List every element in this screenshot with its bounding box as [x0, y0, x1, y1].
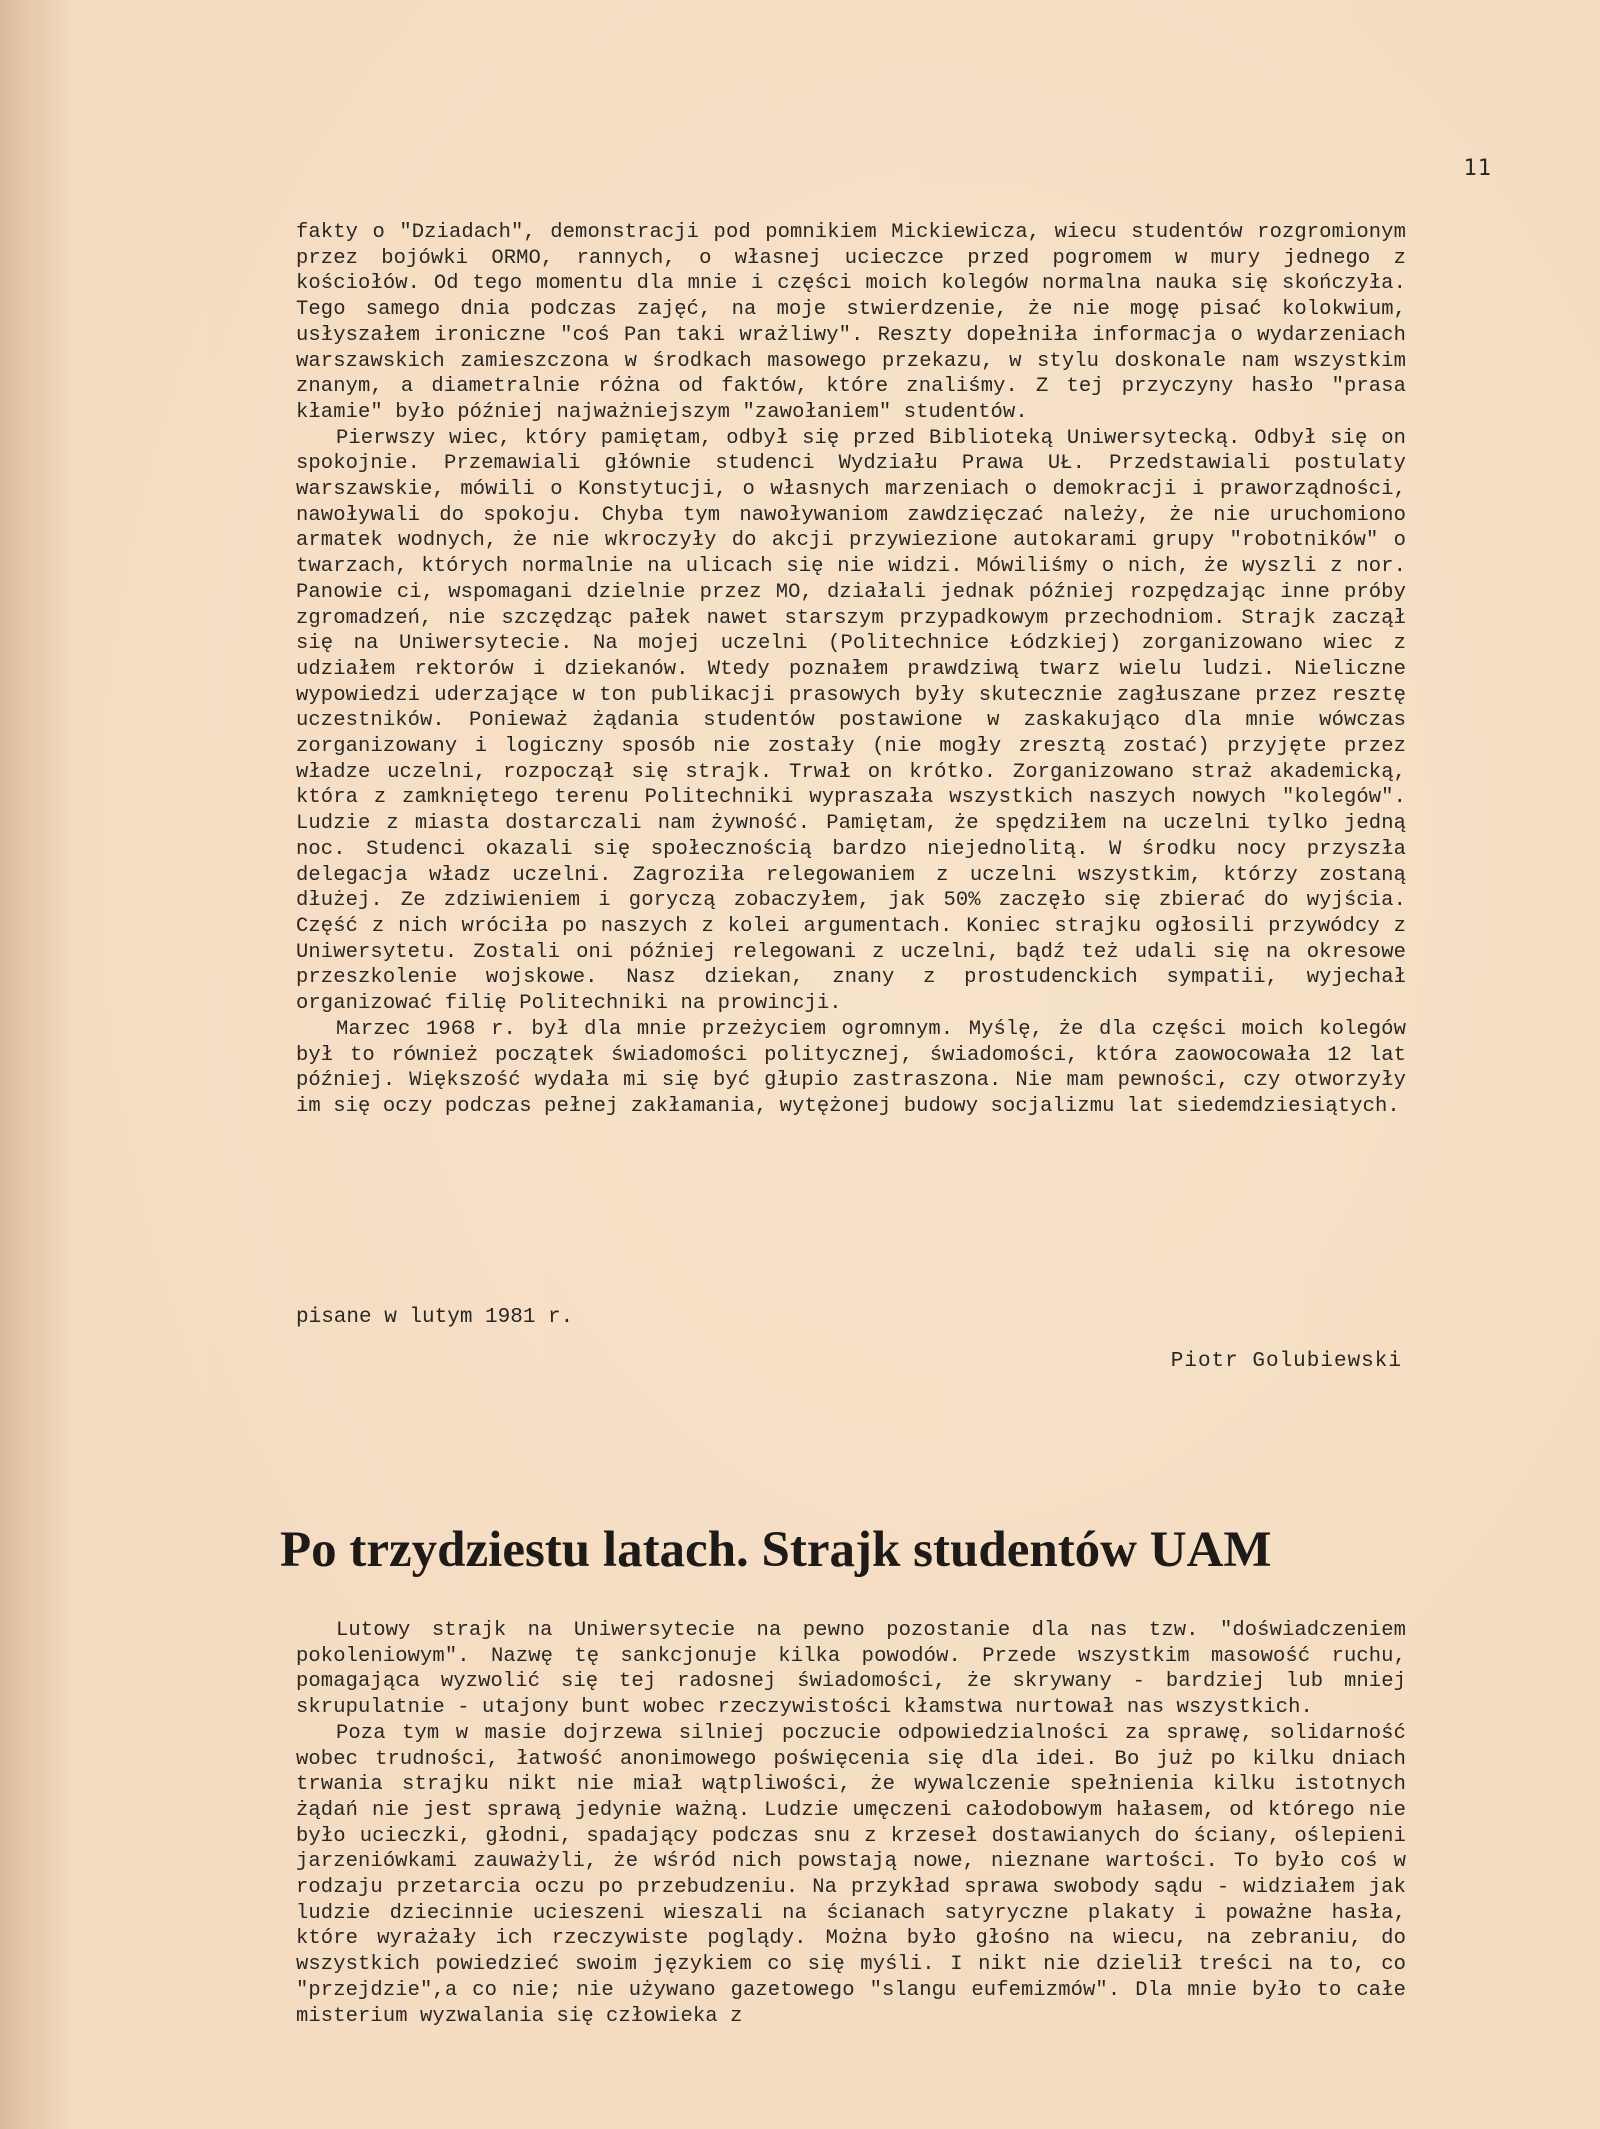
article-text [296, 1618, 1406, 2029]
page-number: 11 [1463, 156, 1492, 181]
article-heading: Po trzydziestu latach. Strajk studentów UAM [280, 1522, 1272, 1578]
paragraph: Lutowy strajk na Uniwersytecie na pewno pozostanie dla nas tzw. "doświadczeniem pokoleniowym". Nazwę tę sankcjonuje kilka powodów. Przede wszystkim masowość ruchu, pomagająca wyzwolić się tej radosnej świadomości, że skrywany - bardziej lub mniej skrupulatnie - utajony bunt wobec rzeczywistości kłamstwa nurtował nas wszystkich. [296, 1619, 1406, 1720]
paragraph: fakty o "Dziadach", demonstracji pod pomnikiem Mickiewicza, wiecu studentów rozgromionym przez bojówki ORMO, rannych, o własnej ucieczce przed pogromem w mury jednego z kościołów. Od tego momentu dla mnie i części moich kolegów normalna nauka się skończyła. Tego samego dnia podczas zajęć, na moje stwierdzenie, że nie mogę pisać kolokwium, usłyszałem ironiczne "coś Pan taki wrażliwy". Reszty dopełniła informacja o wydarzeniach warszawskich zamieszczona w środkach masowego przekazu, w stylu doskonale nam wszystkim znanym, a diametralnie różna od faktów, które znaliśmy. Z tej przyczyny hasło "prasa kłamie" było później najważniejszym "zawołaniem" studentów. [296, 221, 1406, 424]
author-signature: Piotr Golubiewski [1170, 1350, 1402, 1373]
date-signoff: pisane w lutym 1981 r. [296, 1306, 574, 1329]
memoir-text [296, 220, 1406, 1120]
binding-gutter-shadow [0, 0, 75, 2129]
paragraph: Poza tym w masie dojrzewa silniej poczucie odpowiedzialności za sprawę, solidarność wobec trudności, łatwość anonimowego poświęcenia się dla idei. Bo już po kilku dniach trwania strajku nikt nie miał wątpliwości, że wywalczenie spełnienia kilku istotnych żądań nie jest sprawą jedynie ważną. Ludzie umęczeni całodobowym hałasem, od którego nie było ucieczki, głodni, spadający podczas snu z krzeseł dostawianych do ściany, oślepieni jarzeniówkami zauważyli, że wśród nich powstają nowe, nieznane wartości. To było coś w rodzaju przetarcia oczu po przebudzeniu. Na przykład sprawa swobody sądu - widziałem jak ludzie dziecinnie ucieszeni wieszali na ścianach satyryczne plakaty i poważne hasła, które wyrażały ich rzeczywiste poglądy. Można było głośno na wiecu, na zebraniu, do wszystkich powiedzieć swoim językiem co się myśli. I nikt nie dzielił treści na to, co "przejdzie",a co nie; nie używano gazetowego "slangu eufemizmów". Dla mnie było to całe misterium wyzwalania się człowieka z [296, 1721, 1406, 2028]
paragraph: Pierwszy wiec, który pamiętam, odbył się przed Biblioteką Uniwersytecką. Odbył się on spokojnie. Przemawiali głównie studenci Wydziału Prawa UŁ. Przedstawiali postulaty warszawskie, mówili o Konstytucji, o własnych marzeniach o demokracji i praworządności, nawoływali do spokoju. Chyba tym nawoływaniom zawdzięczać należy, że nie uruchomiono armatek wodnych, że nie wkroczyły do akcji przywiezione autokarami grupy "robotników" o twarzach, których normalnie na ulicach się nie widzi. Mówiliśmy o nich, że wyszli z nor. Panowie ci, wspomagani dzielnie przez MO, działali jednak później rozpędzając inne próby zgromadzeń, nie szczędząc pałek nawet starszym przypadkowym przechodniom. Strajk zaczął się na Uniwersytecie. Na mojej uczelni (Politechnice Łódzkiej) zorganizowano wiec z udziałem rektorów i dziekanów. Wtedy poznałem prawdziwą twarz wielu ludzi. Nieliczne wypowiedzi uderzające w ton publikacji prasowych były skutecznie zagłuszane przez resztę uczestników. Ponieważ żądania studentów postawione w zaskakująco dla mnie wówczas zorganizowany i logiczny sposób nie zostały (nie mogły zresztą zostać) przyjęte przez władze uczelni, rozpoczął się strajk. Trwał on krótko. Zorganizowano straż akademicką, która z zamkniętego terenu Politechniki wypraszała wszystkich naszych nowych "kolegów". Ludzie z miasta dostarczali nam żywność. Pamiętam, że spędziłem na uczelni tylko jedną noc. Studenci okazali się społecznością bardzo niejednolitą. W środku nocy przyszła delegacja władz uczelni. Zagroziła relegowaniem z uczelni wszystkim, którzy zostaną dłużej. Ze zdziwieniem i goryczą zobaczyłem, jak 50% zaczęło się zbierać do wyjścia. Część z nich wróciła po naszych z kolei argumentach. Koniec strajku ogłosili przywódcy z Uniwersytetu. Zostali oni później relegowani z uczelni, bądź też udali się na okresowe przeszkolenie wojskowe. Nasz dziekan, znany z prostudenckich sympatii, wyjechał organizować filię Politechniki na prowincji. [296, 426, 1406, 1016]
paragraph: Marzec 1968 r. był dla mnie przeżyciem ogromnym. Myślę, że dla części moich kolegów był to również początek świadomości politycznej, świadomości, która zaowocowała 12 lat później. Większość wydała mi się być głupio zastraszona. Nie mam pewności, czy otworzyły im się oczy podczas pełnej zakłamania, wytężonej budowy socjalizmu lat siedemdziesiątych. [296, 1017, 1406, 1118]
